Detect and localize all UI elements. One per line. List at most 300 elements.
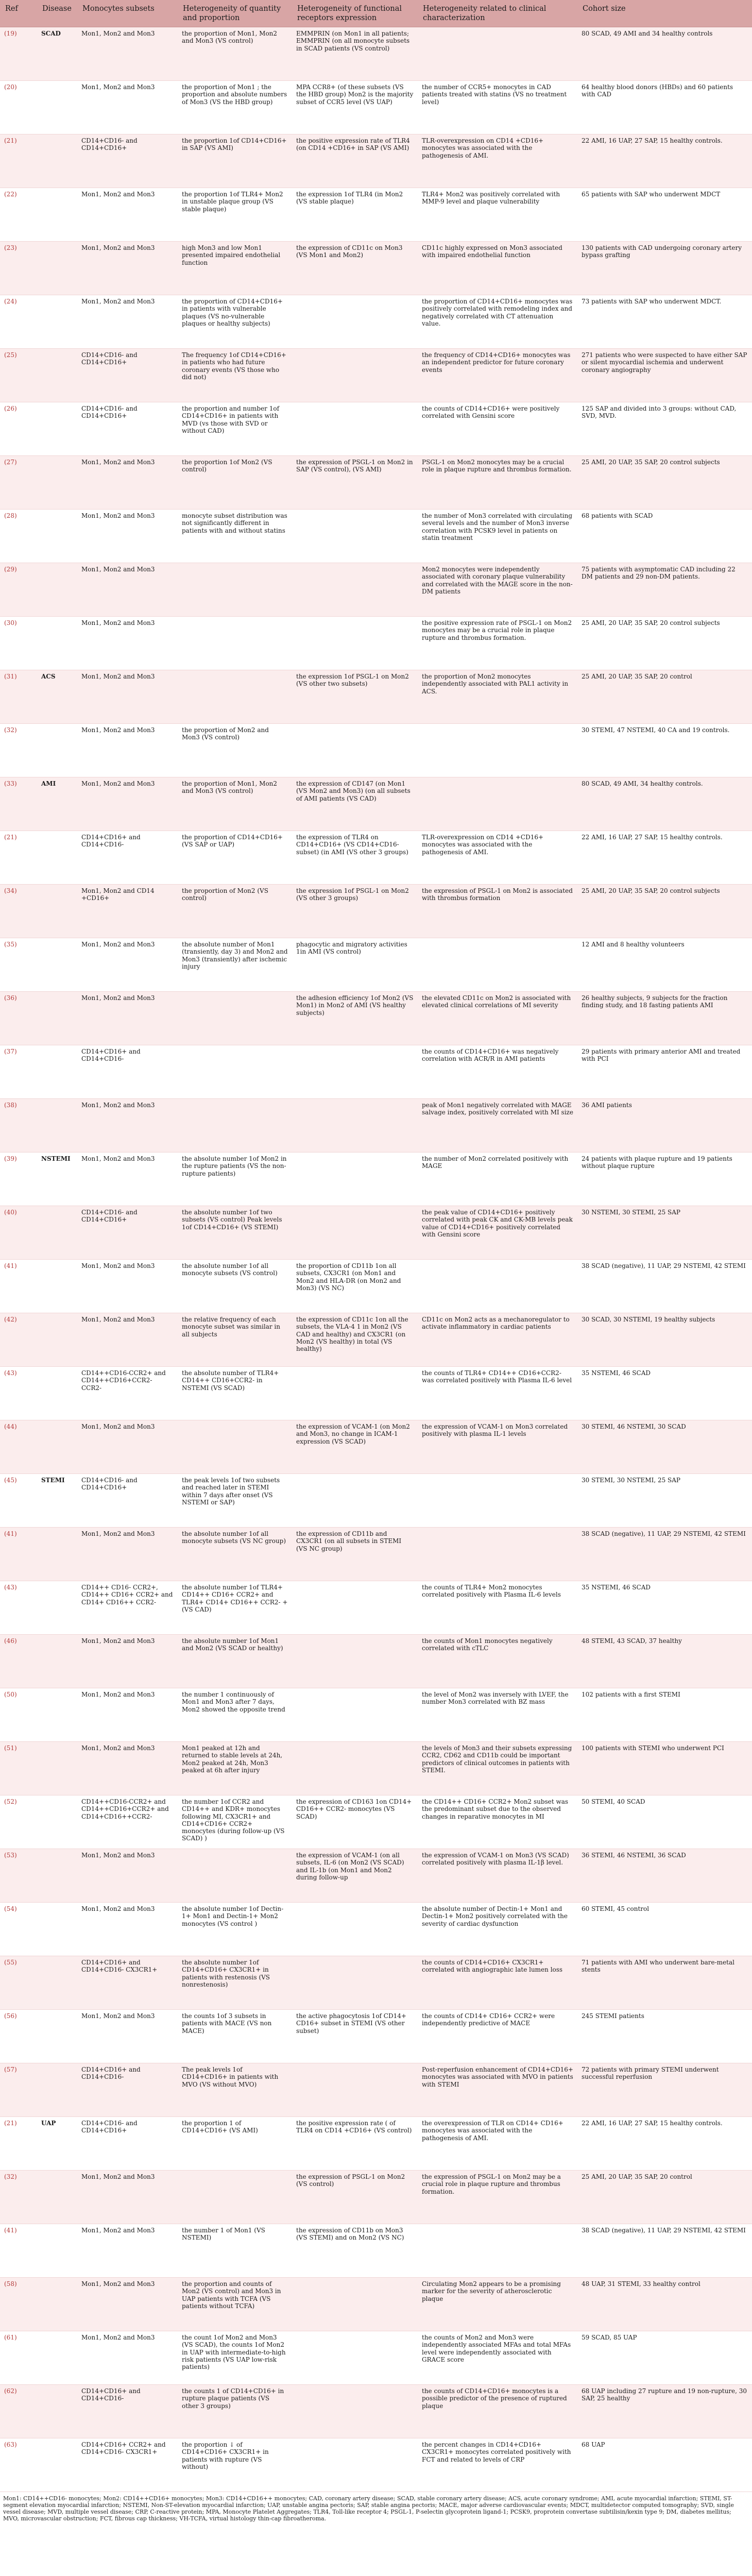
cell-receptor-expression bbox=[292, 1099, 418, 1153]
cell-clinical bbox=[418, 938, 577, 992]
cell-cohort-size: 25 AMI, 20 UAP, 35 SAP, 20 control subjects bbox=[577, 885, 752, 938]
table-row bbox=[0, 134, 752, 188]
cell-monocyte-subsets: Mon1, Mon2 and Mon3 bbox=[77, 2010, 178, 2063]
cell-disease bbox=[37, 617, 77, 670]
cell-clinical bbox=[418, 777, 577, 831]
cell-receptor-expression bbox=[292, 563, 418, 617]
cell-ref: (21) bbox=[0, 831, 37, 885]
cell-cohort-size: 30 NSTEMI, 30 STEMI, 25 SAP bbox=[577, 1206, 752, 1260]
cell-clinical: peak of Mon1 negatively correlated with MAGE salvage index, positively correlated with MI size bbox=[418, 1099, 577, 1153]
cell-monocyte-subsets: CD14++CD16-CCR2+ and CD14++CD16+CCR2+ and CD14+CD16++CCR2- bbox=[77, 1795, 178, 1849]
table-body bbox=[0, 27, 752, 2492]
cell-quantity-proportion bbox=[178, 2171, 292, 2224]
cell-disease: STEMI bbox=[37, 1474, 77, 1528]
cell-cohort-size: 30 STEMI, 47 NSTEMI, 40 CA and 19 controls. bbox=[577, 724, 752, 777]
cell-disease bbox=[37, 1795, 77, 1849]
cell-clinical: the expression of PSGL-1 on Mon2 is associated with thrombus formation bbox=[418, 885, 577, 938]
cell-quantity-proportion: the absolute number 1of Mon1 and Mon2 (VS SCAD or healthy) bbox=[178, 1635, 292, 1688]
cell-ref: (55) bbox=[0, 1956, 37, 2010]
cell-monocyte-subsets: CD14+CD16- and CD14+CD16+ bbox=[77, 349, 178, 402]
cell-disease bbox=[37, 188, 77, 242]
cell-clinical: the counts of CD14+CD16+ were positively correlated with Gensini score bbox=[418, 402, 577, 456]
table-row bbox=[0, 724, 752, 777]
cell-monocyte-subsets: Mon1, Mon2 and Mon3 bbox=[77, 777, 178, 831]
cell-ref: (35) bbox=[0, 938, 37, 992]
cell-ref: (20) bbox=[0, 81, 37, 134]
cell-ref: (31) bbox=[0, 670, 37, 724]
cell-ref: (42) bbox=[0, 1313, 37, 1367]
cell-clinical: the counts of Mon2 and Mon3 were independently associated MFAs and total MFAs level were independently associated with GRACE score bbox=[418, 2331, 577, 2385]
cell-clinical: TLR-overexpression on CD14 +CD16+ monocytes was associated with the pathogenesis of AMI. bbox=[418, 831, 577, 885]
table-row bbox=[0, 777, 752, 831]
cell-monocyte-subsets: Mon1, Mon2 and Mon3 bbox=[77, 1260, 178, 1313]
cell-receptor-expression: the active phagocytosis 1of CD14+ CD16+ subset in STEMI (VS other subset) bbox=[292, 2010, 418, 2063]
cell-disease bbox=[37, 992, 77, 1045]
cell-ref: (40) bbox=[0, 1206, 37, 1260]
cell-quantity-proportion: the absolute number 1of Dectin-1+ Mon1 and Dectin-1+ Mon2 monocytes (VS control ) bbox=[178, 1903, 292, 1956]
cell-disease bbox=[37, 1849, 77, 1903]
cell-clinical: the expression of VCAM-1 on Mon3 (VS SCAD) correlated positively with plasma IL-1β level. bbox=[418, 1849, 577, 1903]
cell-disease bbox=[37, 1956, 77, 2010]
cell-monocyte-subsets: CD14+CD16+ and CD14+CD16- bbox=[77, 1045, 178, 1099]
cell-clinical: the peak value of CD14+CD16+ positively correlated with peak CK and CK-MB levels peak value of CD14+CD16+ positively correlated with Gensini score bbox=[418, 1206, 577, 1260]
cell-disease bbox=[37, 81, 77, 134]
cell-ref: (32) bbox=[0, 724, 37, 777]
cell-clinical: the frequency of CD14+CD16+ monocytes was an independent predictor for future coronary events bbox=[418, 349, 577, 402]
table-row bbox=[0, 1956, 752, 2010]
cell-clinical: the level of Mon2 was inversely with LVEF, the number Mon3 correlated with BZ mass bbox=[418, 1688, 577, 1742]
cell-cohort-size: 30 SCAD, 30 NSTEMI, 19 healthy subjects bbox=[577, 1313, 752, 1367]
cell-receptor-expression bbox=[292, 1956, 418, 2010]
cell-disease bbox=[37, 1367, 77, 1420]
cell-monocyte-subsets: Mon1, Mon2 and CD14 +CD16+ bbox=[77, 885, 178, 938]
cell-clinical: the counts of CD14+ CD16+ CCR2+ were independently predictive of MACE bbox=[418, 2010, 577, 2063]
cell-cohort-size: 25 AMI, 20 UAP, 35 SAP, 20 control subjects bbox=[577, 456, 752, 510]
cell-monocyte-subsets: Mon1, Mon2 and Mon3 bbox=[77, 1420, 178, 1474]
cell-disease bbox=[37, 2224, 77, 2278]
cell-quantity-proportion: the proportion of Mon2 and Mon3 (VS control) bbox=[178, 724, 292, 777]
cell-disease: SCAD bbox=[37, 27, 77, 81]
cell-clinical: the counts of CD14+CD16+ was negatively correlation with ACR/R in AMI patients bbox=[418, 1045, 577, 1099]
cell-disease bbox=[37, 1903, 77, 1956]
cell-monocyte-subsets: Mon1, Mon2 and Mon3 bbox=[77, 617, 178, 670]
cell-ref: (61) bbox=[0, 2331, 37, 2385]
cell-ref: (28) bbox=[0, 510, 37, 563]
cell-disease bbox=[37, 456, 77, 510]
cell-disease: AMI bbox=[37, 777, 77, 831]
cell-clinical: the counts of CD14+CD16+ monocytes is a possible predictor of the presence of ruptured plaque bbox=[418, 2385, 577, 2438]
table-row bbox=[0, 1420, 752, 1474]
cell-cohort-size: 71 patients with AMI who underwent bare-metal stents bbox=[577, 1956, 752, 2010]
cell-cohort-size: 36 AMI patients bbox=[577, 1099, 752, 1153]
cell-cohort-size: 25 AMI, 20 UAP, 35 SAP, 20 control bbox=[577, 670, 752, 724]
cell-disease bbox=[37, 1206, 77, 1260]
cell-disease bbox=[37, 134, 77, 188]
cell-cohort-size: 35 NSTEMI, 46 SCAD bbox=[577, 1581, 752, 1635]
header-monocyte-subsets: Monocytes subsets bbox=[77, 0, 178, 27]
cell-receptor-expression: EMMPRIN (on Mon1 in all patients; EMMPRIN (on all monocyte subsets in SCAD patients (VS control) bbox=[292, 27, 418, 81]
cell-monocyte-subsets: CD14+CD16+ and CD14+CD16- CX3CR1+ bbox=[77, 1956, 178, 2010]
cell-clinical bbox=[418, 1528, 577, 1581]
cell-quantity-proportion: the count 1of Mon2 and Mon3 (VS SCAD), the counts 1of Mon2 in UAP with intermediate-to-high risk patients (VS UAP low-risk patients) bbox=[178, 2331, 292, 2385]
cell-ref: (41) bbox=[0, 1528, 37, 1581]
cell-receptor-expression: the expression of TLR4 on CD14+CD16+ (VS CD14+CD16- subset) (in AMI (VS other 3 groups) bbox=[292, 831, 418, 885]
cell-clinical: the number of CCR5+ monocytes in CAD patients treated with statins (VS no treatment level) bbox=[418, 81, 577, 134]
cell-quantity-proportion: the proportion 1of CD14+CD16+ in SAP (VS AMI) bbox=[178, 134, 292, 188]
cell-clinical: TLR4+ Mon2 was positively correlated with MMP-9 level and plaque vulnerability bbox=[418, 188, 577, 242]
cell-disease bbox=[37, 2278, 77, 2331]
cell-cohort-size: 65 patients with SAP who underwent MDCT bbox=[577, 188, 752, 242]
cell-quantity-proportion: the absolute number of TLR4+ CD14++ CD16+CCR2- in NSTEMI (VS SCAD) bbox=[178, 1367, 292, 1420]
header-disease: Disease bbox=[37, 0, 77, 27]
cell-ref: (43) bbox=[0, 1367, 37, 1420]
cell-disease bbox=[37, 1528, 77, 1581]
cell-cohort-size: 72 patients with primary STEMI underwent successful reperfusion bbox=[577, 2063, 752, 2117]
cell-cohort-size: 30 STEMI, 30 NSTEMI, 25 SAP bbox=[577, 1474, 752, 1528]
cell-monocyte-subsets: Mon1, Mon2 and Mon3 bbox=[77, 1903, 178, 1956]
cell-monocyte-subsets: Mon1, Mon2 and Mon3 bbox=[77, 2331, 178, 2385]
cell-receptor-expression: the expression of CD11b and CX3CR1 (on all subsets in STEMI (VS NC group) bbox=[292, 1528, 418, 1581]
cell-monocyte-subsets: CD14+CD16+ CCR2+ and CD14+CD16- CX3CR1+ bbox=[77, 2438, 178, 2492]
cell-receptor-expression bbox=[292, 1742, 418, 1795]
cell-ref: (54) bbox=[0, 1903, 37, 1956]
cell-disease bbox=[37, 938, 77, 992]
cell-receptor-expression: the expression of CD11b on Mon3 (VS STEMI) and on Mon2 (VS NC) bbox=[292, 2224, 418, 2278]
header-row bbox=[0, 0, 752, 27]
cell-quantity-proportion bbox=[178, 1099, 292, 1153]
cell-ref: (29) bbox=[0, 563, 37, 617]
cell-disease bbox=[37, 2438, 77, 2492]
cell-receptor-expression bbox=[292, 1474, 418, 1528]
table-row bbox=[0, 349, 752, 402]
cell-quantity-proportion: The frequency 1of CD14+CD16+ in patients who had future coronary events (VS those who did not) bbox=[178, 349, 292, 402]
cell-receptor-expression: the positive expression rate ( of TLR4 on CD14 +CD16+ (VS control) bbox=[292, 2117, 418, 2171]
cell-ref: (30) bbox=[0, 617, 37, 670]
cell-quantity-proportion: the number 1 continuously of Mon1 and Mon3 after 7 days, Mon2 showed the opposite trend bbox=[178, 1688, 292, 1742]
cell-receptor-expression: the expression of PSGL-1 on Mon2 (VS control) bbox=[292, 2171, 418, 2224]
cell-clinical bbox=[418, 724, 577, 777]
cell-quantity-proportion: the proportion of Mon1, Mon2 and Mon3 (VS control) bbox=[178, 27, 292, 81]
cell-disease bbox=[37, 2331, 77, 2385]
table-row bbox=[0, 938, 752, 992]
cell-monocyte-subsets: Mon1, Mon2 and Mon3 bbox=[77, 938, 178, 992]
cell-ref: (21) bbox=[0, 2117, 37, 2171]
cell-quantity-proportion: the absolute number 1of TLR4+ CD14++ CD16+ CCR2+ and TLR4+ CD14+ CD16++ CCR2- + (VS CAD) bbox=[178, 1581, 292, 1635]
table-row bbox=[0, 1474, 752, 1528]
cell-ref: (56) bbox=[0, 2010, 37, 2063]
cell-ref: (34) bbox=[0, 885, 37, 938]
cell-monocyte-subsets: Mon1, Mon2 and Mon3 bbox=[77, 670, 178, 724]
cell-receptor-expression bbox=[292, 1153, 418, 1206]
cell-quantity-proportion: the proportion of CD14+CD16+ in patients with vulnerable plaques (VS no-vulnerable plaques or healthy subjects) bbox=[178, 295, 292, 349]
cell-receptor-expression: MPA CCR8+ (of these subsets (VS the HBD group) Mon2 is the majority subset of CCR5 level (VS UAP) bbox=[292, 81, 418, 134]
cell-monocyte-subsets: Mon1, Mon2 and Mon3 bbox=[77, 27, 178, 81]
cell-ref: (24) bbox=[0, 295, 37, 349]
cell-monocyte-subsets: Mon1, Mon2 and Mon3 bbox=[77, 1742, 178, 1795]
cell-clinical: the proportion of CD14+CD16+ monocytes was positively correlated with remodeling index and negatively correlated with CT attenuation value. bbox=[418, 295, 577, 349]
cell-quantity-proportion: the absolute number of Mon1 (transiently, day 3) and Mon2 and Mon3 (transiently) after ischemic injury bbox=[178, 938, 292, 992]
table-row bbox=[0, 1367, 752, 1420]
cell-quantity-proportion: the proportion and counts of Mon2 (VS control) and Mon3 in UAP patients with TCFA (VS patients without TCFA) bbox=[178, 2278, 292, 2331]
cell-receptor-expression: the expression 1of TLR4 (in Mon2 (VS stable plaque) bbox=[292, 188, 418, 242]
cell-monocyte-subsets: Mon1, Mon2 and Mon3 bbox=[77, 2278, 178, 2331]
cell-disease bbox=[37, 1742, 77, 1795]
cell-receptor-expression: the expression of VCAM-1 (on Mon2 and Mon3, no change in ICAM-1 expression (VS SCAD) bbox=[292, 1420, 418, 1474]
cell-ref: (39) bbox=[0, 1153, 37, 1206]
cell-cohort-size: 29 patients with primary anterior AMI and treated with PCI bbox=[577, 1045, 752, 1099]
cell-monocyte-subsets: Mon1, Mon2 and Mon3 bbox=[77, 2171, 178, 2224]
cell-monocyte-subsets: CD14+CD16+ and CD14+CD16- bbox=[77, 2385, 178, 2438]
cell-monocyte-subsets: Mon1, Mon2 and Mon3 bbox=[77, 188, 178, 242]
cell-clinical: the overexpression of TLR on CD14+ CD16+ monocytes was associated with the pathogenesis of AMI. bbox=[418, 2117, 577, 2171]
cell-monocyte-subsets: CD14++CD16-CCR2+ and CD14++CD16+CCR2- CCR2- bbox=[77, 1367, 178, 1420]
cell-quantity-proportion bbox=[178, 1849, 292, 1903]
cell-ref: (46) bbox=[0, 1635, 37, 1688]
cell-monocyte-subsets: CD14+CD16- and CD14+CD16+ bbox=[77, 402, 178, 456]
cell-monocyte-subsets: CD14+CD16+ and CD14+CD16- bbox=[77, 2063, 178, 2117]
cell-clinical bbox=[418, 1260, 577, 1313]
table-row bbox=[0, 295, 752, 349]
cell-ref: (22) bbox=[0, 188, 37, 242]
cell-disease bbox=[37, 1099, 77, 1153]
cell-cohort-size: 38 SCAD (negative), 11 UAP, 29 NSTEMI, 42 STEMI bbox=[577, 2224, 752, 2278]
table-row bbox=[0, 1260, 752, 1313]
cell-cohort-size: 73 patients with SAP who underwent MDCT. bbox=[577, 295, 752, 349]
cell-disease bbox=[37, 724, 77, 777]
cell-quantity-proportion bbox=[178, 1045, 292, 1099]
table-row bbox=[0, 2117, 752, 2171]
cell-cohort-size: 50 STEMI, 40 SCAD bbox=[577, 1795, 752, 1849]
cell-cohort-size: 60 STEMI, 45 control bbox=[577, 1903, 752, 1956]
cell-cohort-size: 38 SCAD (negative), 11 UAP, 29 NSTEMI, 42 STEMI bbox=[577, 1528, 752, 1581]
cell-ref: (58) bbox=[0, 2278, 37, 2331]
cell-cohort-size: 38 SCAD (negative), 11 UAP, 29 NSTEMI, 42 STEMI bbox=[577, 1260, 752, 1313]
table-row bbox=[0, 2171, 752, 2224]
cell-cohort-size: 75 patients with asymptomatic CAD including 22 DM patients and 29 non-DM patients. bbox=[577, 563, 752, 617]
cell-monocyte-subsets: Mon1, Mon2 and Mon3 bbox=[77, 1313, 178, 1367]
cell-cohort-size: 25 AMI, 20 UAP, 35 SAP, 20 control subjects bbox=[577, 617, 752, 670]
cell-disease bbox=[37, 1581, 77, 1635]
cell-ref: (52) bbox=[0, 1795, 37, 1849]
cell-quantity-proportion bbox=[178, 992, 292, 1045]
cell-ref: (21) bbox=[0, 134, 37, 188]
cell-quantity-proportion bbox=[178, 617, 292, 670]
cell-quantity-proportion: the absolute number 1of CD14+CD16+ CX3CR1+ in patients with restenosis (VS nonrestenosis) bbox=[178, 1956, 292, 2010]
cell-clinical: the percent changes in CD14+CD16+ CX3CR1+ monocytes correlated positively with FCT and related to levels of CRP bbox=[418, 2438, 577, 2492]
cell-clinical: the counts of TLR4+ CD14++ CD16+CCR2- was correlated positively with Plasma IL-6 level bbox=[418, 1367, 577, 1420]
cell-clinical: the counts of TLR4+ Mon2 monocytes correlated positively with Plasma IL-6 levels bbox=[418, 1581, 577, 1635]
cell-cohort-size: 48 UAP, 31 STEMI, 33 healthy control bbox=[577, 2278, 752, 2331]
cell-monocyte-subsets: Mon1, Mon2 and Mon3 bbox=[77, 1635, 178, 1688]
cell-clinical: the counts of CD14+CD16+ CX3CR1+ correlated with angiographic late lumen loss bbox=[418, 1956, 577, 2010]
table-footnote: Mon1: CD14++CD16- monocytes; Mon2: CD14++CD16+ monocytes; Mon3: CD14+CD16++ monocytes; CAD, coronary artery disease; SCAD, stable coronary artery disease; ACS, acute coronary syndrome; AMI, acute myocardial infarction; STEMI, ST-segment elevation myocardial infarction; NSTEMI, Non-ST-elevation myocardial infarction; UAP, unstable angina pectoris; SAP, stable angina pectoris; MACE, major adverse cardiovascular events; MDCT, multidetector computed tomography; SVD, single vessel disease; MVD, multiple vessel disease; CRP, C-reactive protein; MPA, Monocyte Platelet Aggregates; TLR4, Toll-like receptor 4; PSGL-1, P-selectin glycoprotein ligand-1; PCSK9, proprotein convertase subtilisin/kexin type 9; DM, diabetes mellitus; MVO, microvascular obstruction; FCT, fibrous cap thickness; VH-TCFA, virtual histology thin-cap fibroatheroma. bbox=[3, 2495, 734, 2522]
cell-ref: (43) bbox=[0, 1581, 37, 1635]
cell-ref: (50) bbox=[0, 1688, 37, 1742]
cell-monocyte-subsets: Mon1, Mon2 and Mon3 bbox=[77, 1099, 178, 1153]
cell-clinical bbox=[418, 27, 577, 81]
cell-quantity-proportion: the number 1 of Mon1 (VS NSTEMI) bbox=[178, 2224, 292, 2278]
cell-quantity-proportion: high Mon3 and low Mon1 presented impaired endothelial function bbox=[178, 242, 292, 295]
table-row bbox=[0, 617, 752, 670]
cell-receptor-expression: the expression of CD163 1on CD14+ CD16++ CCR2- monocytes (VS SCAD) bbox=[292, 1795, 418, 1849]
cell-ref: (41) bbox=[0, 2224, 37, 2278]
table-row bbox=[0, 670, 752, 724]
cell-disease bbox=[37, 831, 77, 885]
cell-disease bbox=[37, 2010, 77, 2063]
cell-ref: (23) bbox=[0, 242, 37, 295]
cell-clinical: the levels of Mon3 and their subsets expressing CCR2, CD62 and CD11b could be important predictors of clinical outcomes in patients with STEMI. bbox=[418, 1742, 577, 1795]
cell-quantity-proportion: the counts 1of 3 subsets in patients with MACE (VS non MACE) bbox=[178, 2010, 292, 2063]
cell-cohort-size: 35 NSTEMI, 46 SCAD bbox=[577, 1367, 752, 1420]
cell-quantity-proportion: the counts 1 of CD14+CD16+ in rupture plaque patients (VS other 3 groups) bbox=[178, 2385, 292, 2438]
cell-receptor-expression bbox=[292, 2278, 418, 2331]
cell-receptor-expression bbox=[292, 402, 418, 456]
cell-clinical bbox=[418, 2224, 577, 2278]
cell-receptor-expression bbox=[292, 1045, 418, 1099]
cell-clinical: the positive expression rate of PSGL-1 on Mon2 monocytes may be a crucial role in plaque rupture and thrombus formation. bbox=[418, 617, 577, 670]
cell-quantity-proportion: the proportion of CD14+CD16+ (VS SAP or UAP) bbox=[178, 831, 292, 885]
table-row bbox=[0, 242, 752, 295]
cell-cohort-size: 64 healthy blood donors (HBDs) and 60 patients with CAD bbox=[577, 81, 752, 134]
cell-receptor-expression: the expression 1of PSGL-1 on Mon2 (VS other two subsets) bbox=[292, 670, 418, 724]
cell-quantity-proportion: the proportion of Mon1, Mon2 and Mon3 (VS control) bbox=[178, 777, 292, 831]
cell-monocyte-subsets: Mon1, Mon2 and Mon3 bbox=[77, 242, 178, 295]
cell-quantity-proportion: The peak levels 1of CD14+CD16+ in patients with MVO (VS without MVO) bbox=[178, 2063, 292, 2117]
cell-cohort-size: 102 patients with a first STEMI bbox=[577, 1688, 752, 1742]
cell-clinical: PSGL-1 on Mon2 monocytes may be a crucial role in plaque rupture and thrombus formation. bbox=[418, 456, 577, 510]
cell-receptor-expression bbox=[292, 510, 418, 563]
cell-disease bbox=[37, 1420, 77, 1474]
cell-cohort-size: 25 AMI, 20 UAP, 35 SAP, 20 control bbox=[577, 2171, 752, 2224]
cell-disease: ACS bbox=[37, 670, 77, 724]
cell-disease bbox=[37, 1045, 77, 1099]
cell-monocyte-subsets: Mon1, Mon2 and Mon3 bbox=[77, 1688, 178, 1742]
cell-receptor-expression: the expression of VCAM-1 (on all subsets, IL-6 (on Mon2 (VS SCAD) and IL-1b (on Mon1 and Mon2 during follow-up bbox=[292, 1849, 418, 1903]
cell-quantity-proportion: the relative frequency of each monocyte subset was similar in all subjects bbox=[178, 1313, 292, 1367]
cell-cohort-size: 130 patients with CAD undergoing coronary artery bypass grafting bbox=[577, 242, 752, 295]
cell-receptor-expression: the expression of CD11c 1on all the subsets, the VLA-4 1 in Mon2 (VS CAD and healthy) and CX3CR1 (on Mon2 (VS healthy) in total (VS healthy) bbox=[292, 1313, 418, 1367]
cell-clinical: the elevated CD11c on Mon2 is associated with elevated clinical correlations of MI severity bbox=[418, 992, 577, 1045]
cell-receptor-expression bbox=[292, 617, 418, 670]
cell-cohort-size: 68 patients with SCAD bbox=[577, 510, 752, 563]
cell-monocyte-subsets: Mon1, Mon2 and Mon3 bbox=[77, 2224, 178, 2278]
cell-clinical: Post-reperfusion enhancement of CD14+CD16+ monocytes was associated with MVO in patients with STEMI bbox=[418, 2063, 577, 2117]
cell-cohort-size: 80 SCAD, 49 AMI, 34 healthy controls. bbox=[577, 777, 752, 831]
cell-cohort-size: 271 patients who were suspected to have either SAP or silent myocardial ischemia and underwent coronary angiography bbox=[577, 349, 752, 402]
cell-ref: (53) bbox=[0, 1849, 37, 1903]
cell-quantity-proportion: the proportion of Mon2 (VS control) bbox=[178, 885, 292, 938]
cell-quantity-proportion: the proportion ↓ of CD14+CD16+ CX3CR1+ in patients with rupture (VS without) bbox=[178, 2438, 292, 2492]
cell-disease bbox=[37, 510, 77, 563]
cell-quantity-proportion: the absolute number 1of two subsets (VS control) Peak levels 1of CD14+CD16+ (VS STEMI) bbox=[178, 1206, 292, 1260]
table-row bbox=[0, 1099, 752, 1153]
cell-receptor-expression bbox=[292, 2331, 418, 2385]
cell-ref: (26) bbox=[0, 402, 37, 456]
cell-quantity-proportion: the proportion of Mon1 ; the proportion and absolute numbers of Mon3 (VS the HBD group) bbox=[178, 81, 292, 134]
table-row bbox=[0, 1313, 752, 1367]
cell-disease bbox=[37, 2171, 77, 2224]
cell-clinical: the counts of Mon1 monocytes negatively correlated with cTLC bbox=[418, 1635, 577, 1688]
cell-ref: (25) bbox=[0, 349, 37, 402]
table-row bbox=[0, 831, 752, 885]
table-row bbox=[0, 2331, 752, 2385]
cell-receptor-expression bbox=[292, 2063, 418, 2117]
cell-receptor-expression: phagocytic and migratory activities 1in AMI (VS control) bbox=[292, 938, 418, 992]
cell-cohort-size: 22 AMI, 16 UAP, 27 SAP, 15 healthy controls. bbox=[577, 831, 752, 885]
cell-clinical: the number of Mon3 correlated with circulating several levels and the number of Mon3 inverse correlation with PCSK9 level in patients on statin treatment bbox=[418, 510, 577, 563]
table-row bbox=[0, 188, 752, 242]
cell-disease bbox=[37, 563, 77, 617]
header-clinical: Heterogeneity related to clinical characterization bbox=[418, 0, 577, 27]
table-row bbox=[0, 885, 752, 938]
cell-disease bbox=[37, 885, 77, 938]
cell-cohort-size: 26 healthy subjects, 9 subjects for the fraction finding study, and 18 fasting patients AMI bbox=[577, 992, 752, 1045]
cell-quantity-proportion: the absolute number 1of all monocyte subsets (VS control) bbox=[178, 1260, 292, 1313]
cell-disease bbox=[37, 2063, 77, 2117]
cell-clinical: the expression of VCAM-1 on Mon3 correlated positively with plasma IL-1 levels bbox=[418, 1420, 577, 1474]
table-row bbox=[0, 2438, 752, 2492]
cell-ref: (36) bbox=[0, 992, 37, 1045]
cell-monocyte-subsets: CD14+CD16- and CD14+CD16+ bbox=[77, 134, 178, 188]
cell-quantity-proportion: the absolute number 1of all monocyte subsets (VS NC group) bbox=[178, 1528, 292, 1581]
cell-monocyte-subsets: CD14+CD16- and CD14+CD16+ bbox=[77, 2117, 178, 2171]
cell-monocyte-subsets: CD14++ CD16- CCR2+, CD14++ CD16+ CCR2+ and CD14+ CD16++ CCR2- bbox=[77, 1581, 178, 1635]
cell-receptor-expression: the expression of PSGL-1 on Mon2 in SAP (VS control), (VS AMI) bbox=[292, 456, 418, 510]
table-row bbox=[0, 27, 752, 81]
cell-quantity-proportion: the absolute number 1of Mon2 in the rupture patients (VS the non-rupture patients) bbox=[178, 1153, 292, 1206]
cell-clinical: CD11c highly expressed on Mon3 associated with impaired endothelial function bbox=[418, 242, 577, 295]
cell-receptor-expression bbox=[292, 1635, 418, 1688]
cell-monocyte-subsets: CD14+CD16+ and CD14+CD16- bbox=[77, 831, 178, 885]
cell-ref: (44) bbox=[0, 1420, 37, 1474]
cell-receptor-expression bbox=[292, 724, 418, 777]
table-row bbox=[0, 1688, 752, 1742]
header-receptor-expression: Heterogeneity of functional receptors expression bbox=[292, 0, 418, 27]
cell-ref: (27) bbox=[0, 456, 37, 510]
table-row bbox=[0, 1635, 752, 1688]
table-row bbox=[0, 510, 752, 563]
cell-receptor-expression bbox=[292, 1903, 418, 1956]
table-row bbox=[0, 563, 752, 617]
cell-monocyte-subsets: Mon1, Mon2 and Mon3 bbox=[77, 1849, 178, 1903]
cell-disease bbox=[37, 1260, 77, 1313]
cell-disease bbox=[37, 295, 77, 349]
cell-clinical: the CD14++ CD16+ CCR2+ Mon2 subset was the predominant subset due to the observed changes in reparative monocytes in MI bbox=[418, 1795, 577, 1849]
table-row bbox=[0, 2224, 752, 2278]
cell-receptor-expression bbox=[292, 1581, 418, 1635]
cell-cohort-size: 68 UAP bbox=[577, 2438, 752, 2492]
table-row bbox=[0, 2278, 752, 2331]
cell-monocyte-subsets: Mon1, Mon2 and Mon3 bbox=[77, 1153, 178, 1206]
table-row bbox=[0, 81, 752, 134]
cell-quantity-proportion: the proportion 1of Mon2 (VS control) bbox=[178, 456, 292, 510]
cell-cohort-size: 80 SCAD, 49 AMI and 34 healthy controls bbox=[577, 27, 752, 81]
table-row bbox=[0, 1903, 752, 1956]
table-row bbox=[0, 1153, 752, 1206]
cell-monocyte-subsets: Mon1, Mon2 and Mon3 bbox=[77, 563, 178, 617]
cell-ref: (45) bbox=[0, 1474, 37, 1528]
cell-cohort-size: 48 STEMI, 43 SCAD, 37 healthy bbox=[577, 1635, 752, 1688]
cell-monocyte-subsets: Mon1, Mon2 and Mon3 bbox=[77, 81, 178, 134]
table-row bbox=[0, 1742, 752, 1795]
cell-ref: (63) bbox=[0, 2438, 37, 2492]
table-row bbox=[0, 1795, 752, 1849]
cell-clinical: CD11c on Mon2 acts as a mechanoregulator to activate inflammatory in cardiac patients bbox=[418, 1313, 577, 1367]
header-cohort-size: Cohort size bbox=[577, 0, 752, 27]
cell-clinical bbox=[418, 1474, 577, 1528]
cell-cohort-size: 22 AMI, 16 UAP, 27 SAP, 15 healthy controls. bbox=[577, 2117, 752, 2171]
cell-cohort-size: 100 patients with STEMI who underwent PCI bbox=[577, 1742, 752, 1795]
